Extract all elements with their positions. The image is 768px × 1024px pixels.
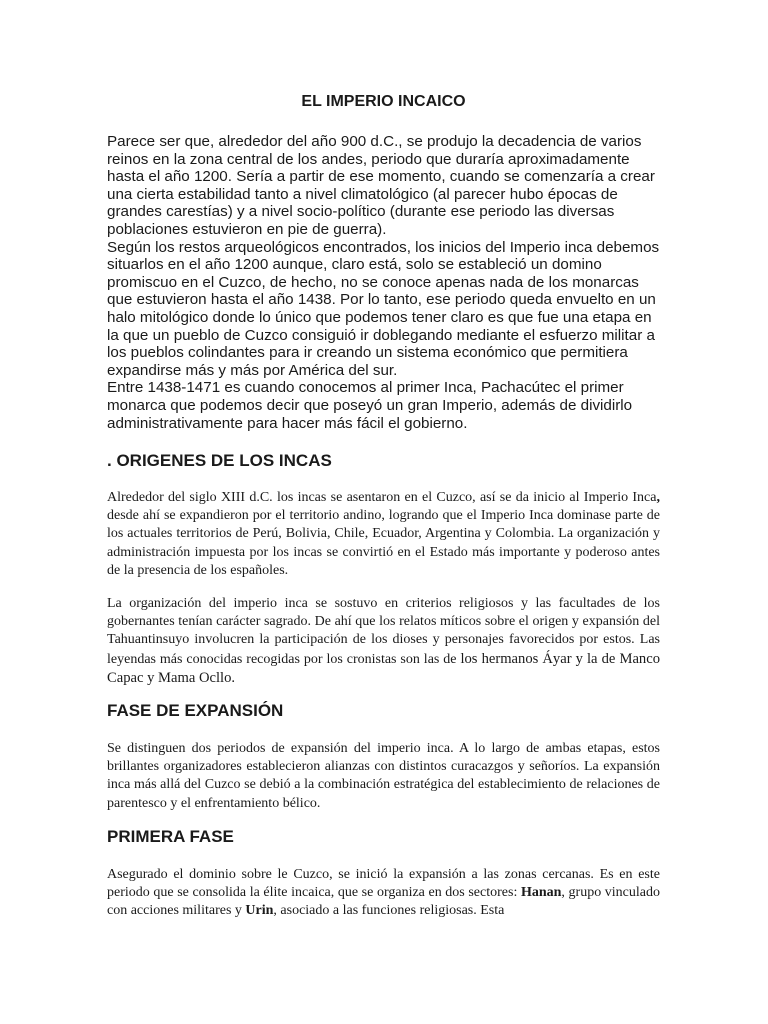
primera-text-a: Asegurado el dominio sobre le Cuzco, se inició la expansión a las zonas cercanas. Es en este periodo que se consolida la élite incaica, que se organiza en dos sectores: xyxy=(107,867,660,901)
intro-paragraph-2: Según los restos arqueológicos encontrados, los inicios del Imperio inca debemos situarlos en el año 1200 aunque, claro está, solo se estableció un domino promiscuo en el Cuzco, de hecho, no se conoce apenas nada de los monarcas que estuvieron hasta el año 1438. Por lo tanto, ese periodo queda envuelto en un halo mitológico donde lo único que podemos tener claro es que fue una etapa en la que un pueblo de Cuzco consiguió ir doblegando mediante el esfuerzo militar a los pueblos colindantes para ir creando un sistema económico que permitiera expandirse más y más por América del sur. xyxy=(107,238,660,379)
origenes-text-a: Alrededor del siglo XIII d.C. los incas se asentaron en el Cuzco, así se da inicio al Imperio Inca xyxy=(107,490,657,505)
primera-fase-heading: PRIMERA FASE xyxy=(107,827,234,846)
origenes-p2-legends: los hermanos Áyar y la de Manco Capac y Mama Ocllo. xyxy=(107,650,660,686)
primera-text-c: , asociado a las funciones religiosas. Esta xyxy=(273,903,505,919)
hanan-term: Hanan xyxy=(520,885,562,901)
origenes-paragraph-2 xyxy=(107,595,660,688)
intro-paragraph-1: Parece ser que, alrededor del año 900 d.C., se produjo la decadencia de varios reinos en la zona central de los andes, periodo que duraría aproximadamente hasta el año 1200. Sería a partir de ese momento, cuando se comenzaría a crear una cierta estabilidad tanto a nivel climatológico (al parecer hubo épocas de grandes carestías) y a nivel socio-político (durante ese periodo las diversas poblaciones estuvieron en pie de guerra). xyxy=(107,133,655,238)
urin-term: Urin xyxy=(245,903,274,919)
primera-fase-paragraph xyxy=(107,866,660,921)
origenes-heading: . ORIGENES DE LOS INCAS xyxy=(107,451,332,470)
expansion-text: Se distinguen dos periodos de expansión del imperio inca. A lo largo de ambas etapas, estos brillantes organizadores establecieron alianzas con distintos curacazgos y señoríos. La expansión inca más allá del Cuzco se debió a la combinación estratégica del establecimiento de relaciones de parentesco y el enfrentamiento bélico. xyxy=(107,741,660,811)
origenes-text-b: desde ahí se expandieron por el territorio andino, logrando que el Imperio Inca dominase parte de los actuales territorios de Perú, Bolivia, Chile, Ecuador, Argentina y Colombia. La organización y administración impuesta por los incas se convirtió en el Estado más importante y poderoso antes de la presencia de los españoles. xyxy=(107,508,660,578)
origenes-paragraph-1 xyxy=(107,489,660,580)
primera-text-b: , grupo vinculado con acciones militares y xyxy=(107,885,660,919)
document-title: EL IMPERIO INCAICO xyxy=(301,93,466,110)
expansion-heading: FASE DE EXPANSIÓN xyxy=(107,701,284,720)
intro-section xyxy=(107,133,660,432)
origenes-p2-text: La organización del imperio inca se sostuvo en criterios religiosos y las facultades de los gobernantes tenían carácter sagrado. De ahí que los relatos míticos sobre el origen y expansión del Tahuantinsuyo involucren la participación de los dioses y personajes favorecidos por estos. Las leyendas más conocidas recogidas por los cronistas son las de xyxy=(107,596,660,667)
origenes-bold-comma: , xyxy=(656,490,660,505)
expansion-paragraph xyxy=(107,740,660,813)
intro-paragraph-3: Entre 1438-1471 es cuando conocemos al primer Inca, Pachacútec el primer monarca que podemos decir que poseyó un gran Imperio, además de dividirlo administrativamente para hacer más fácil el gobierno. xyxy=(107,379,633,432)
